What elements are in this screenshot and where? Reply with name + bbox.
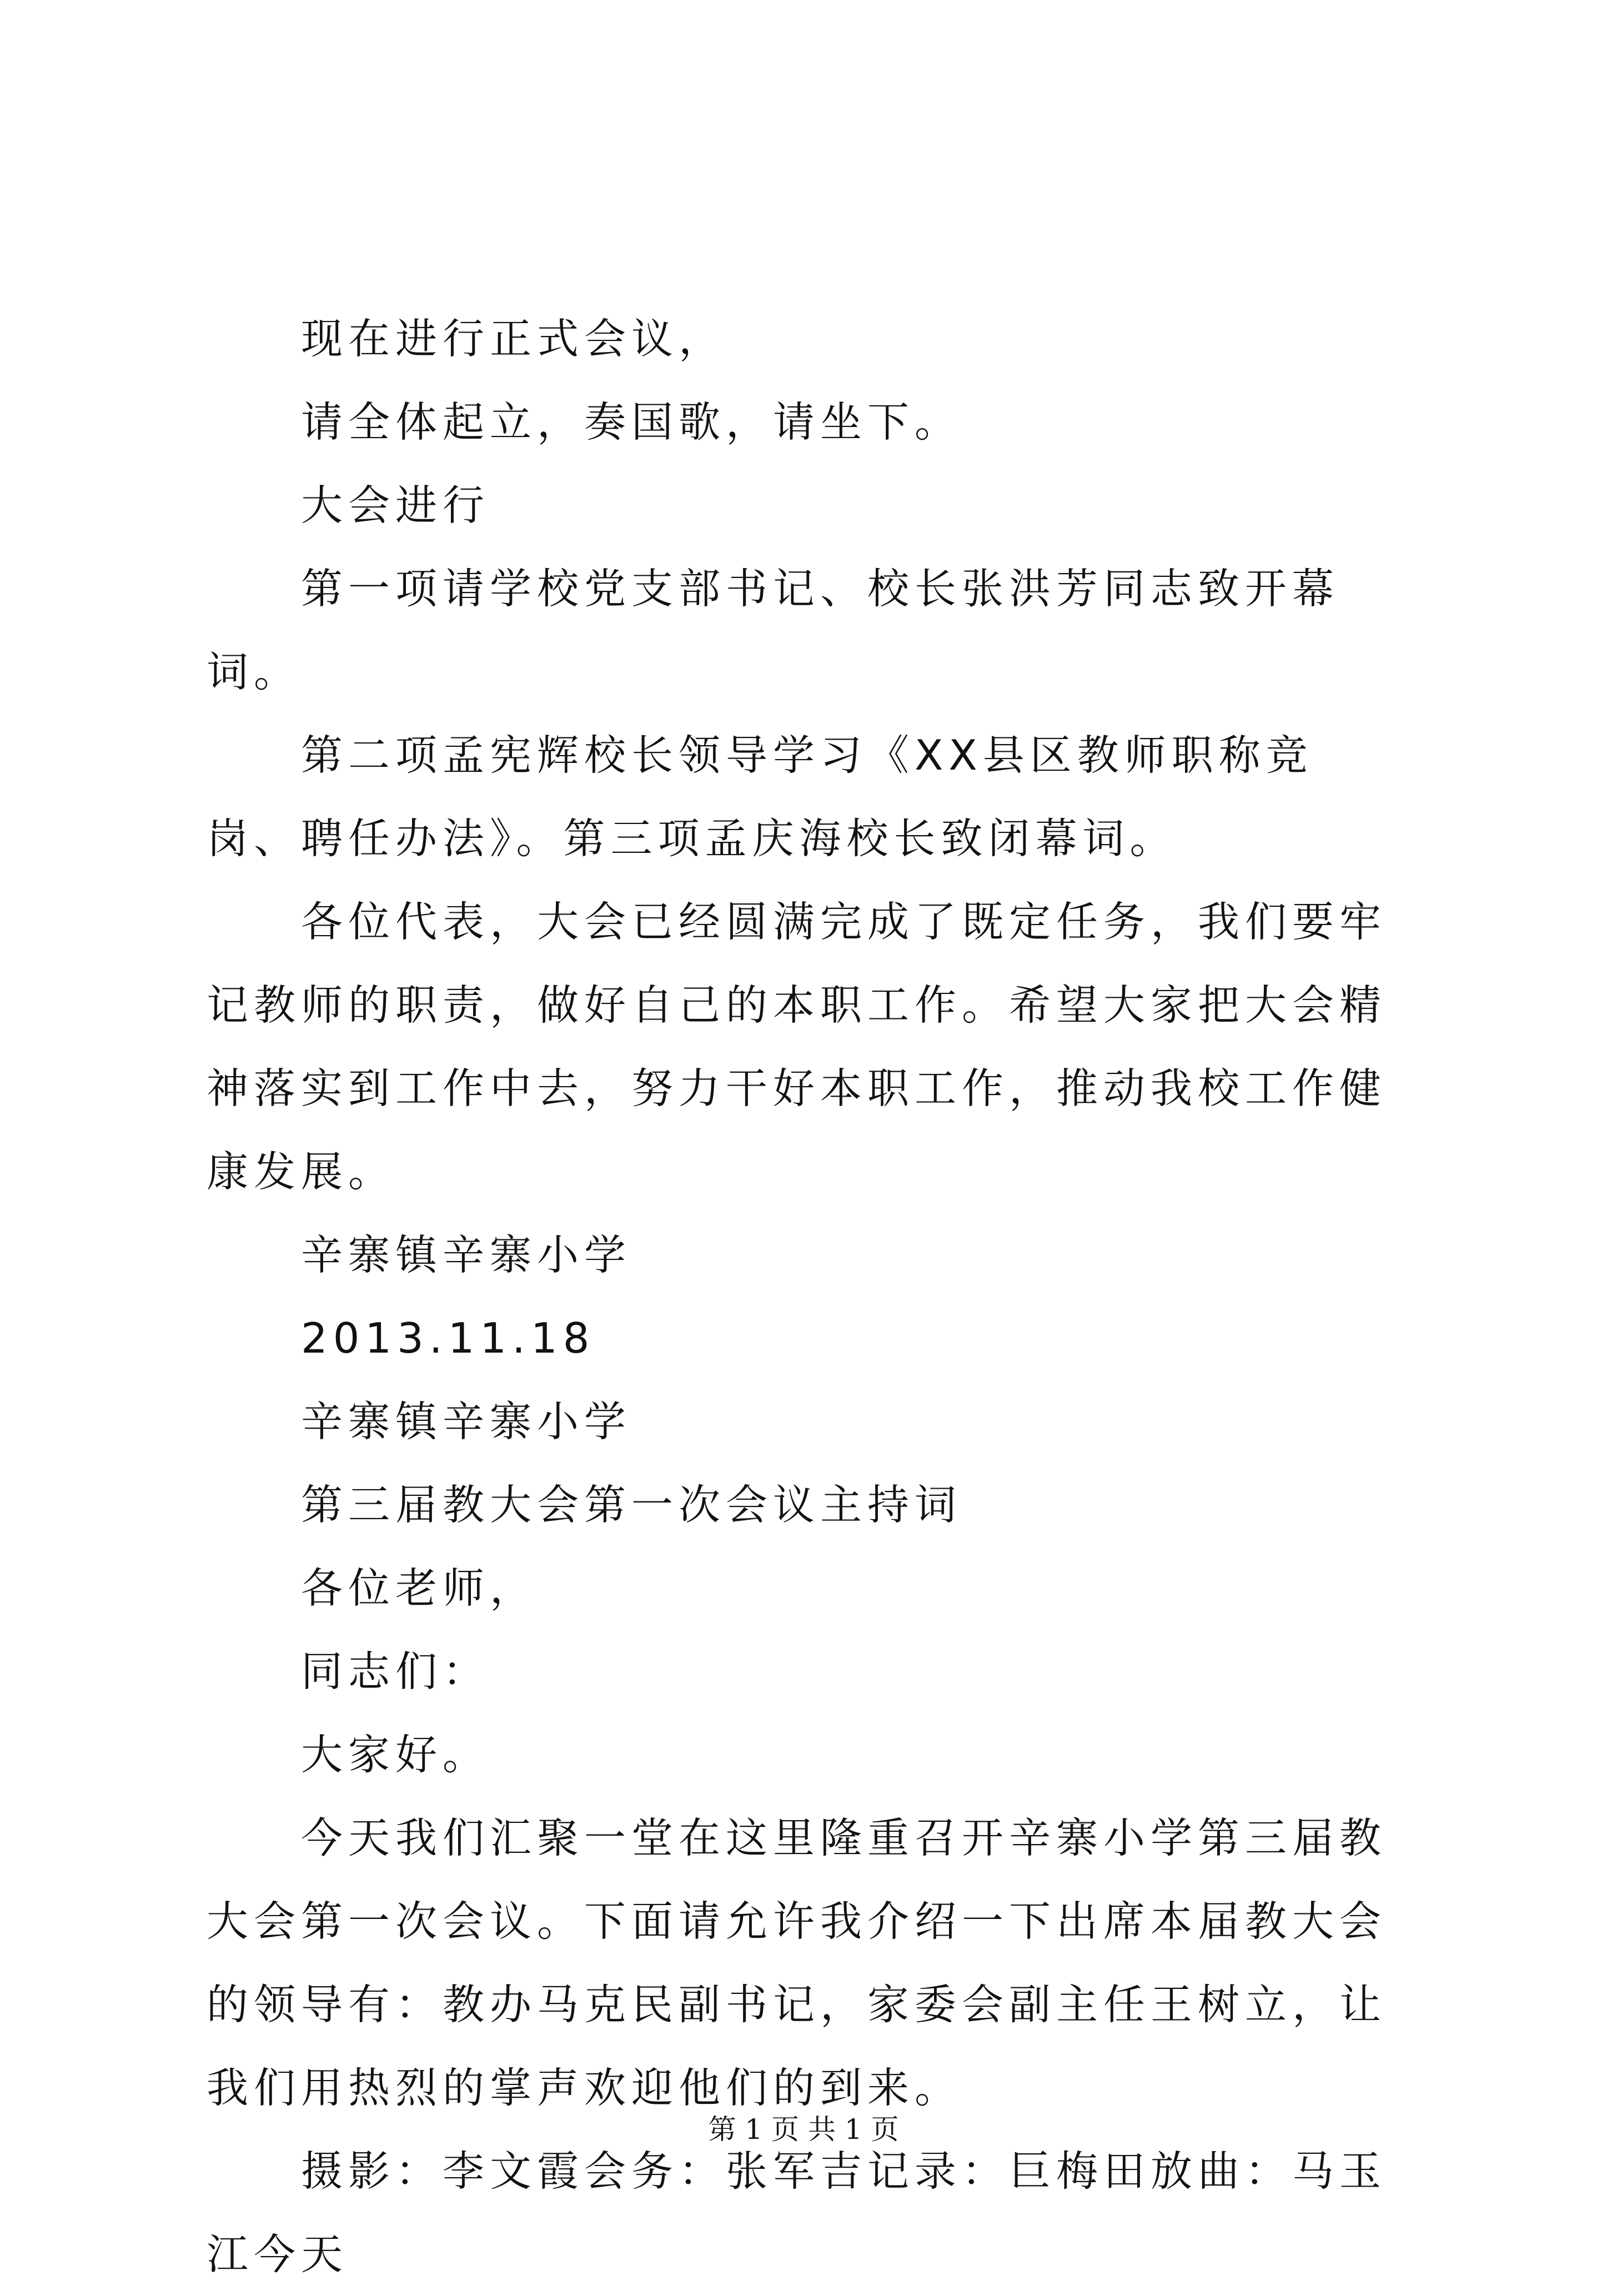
paragraph-hello: 大家好。 bbox=[301, 1730, 490, 1779]
paragraph-meeting-proceeds: 大会进行 bbox=[301, 481, 490, 530]
paragraph-greeting-teachers: 各位老师， bbox=[301, 1564, 538, 1612]
paragraph-closing-remarks: 各位代表，大会已经圆满完成了既定任务，我们要牢记教师的职责，做好自己的本职工作。希望大家把大会精神落实到工作中去，努力干好本职工作，推动我校工作健康发展。 bbox=[207, 897, 1387, 1196]
paragraph-introduction: 今天我们汇聚一堂在这里隆重召开辛寨小学第三届教大会第一次会议。下面请允许我介绍一下出席本届教大会的领导有：教办马克民副书记，家委会副主任王树立，让我们用热烈的掌声欢迎他们的到来。 bbox=[207, 1813, 1387, 2112]
paragraph-formal-meeting: 现在进行正式会议， bbox=[301, 314, 726, 363]
paragraph-item-one: 第一项请学校党支部书记、校长张洪芳同志致开幕词。 bbox=[207, 564, 1340, 696]
paragraph-staff-list: 摄影：李文霞会务：张军吉记录：巨梅田放曲：马玉江今天 bbox=[207, 2147, 1387, 2279]
paragraph-date: 2013.11.18 bbox=[301, 1314, 595, 1363]
paragraph-script-title: 第三届教大会第一次会议主持词 bbox=[301, 1480, 962, 1529]
document-body bbox=[207, 297, 1406, 2296]
paragraph-school-name-repeat: 辛寨镇辛寨小学 bbox=[301, 1397, 632, 1446]
paragraph-national-anthem: 请全体起立，奏国歌，请坐下。 bbox=[301, 398, 962, 446]
paragraph-item-two-three: 第二项孟宪辉校长领导学习《XX县区教师职称竞岗、聘任办法》。第三项孟庆海校长致闭幕词。 bbox=[207, 731, 1313, 863]
page-footer: 第 1 页 共 1 页 bbox=[708, 2113, 899, 2146]
paragraph-school-name: 辛寨镇辛寨小学 bbox=[301, 1230, 632, 1279]
paragraph-greeting-comrades: 同志们： bbox=[301, 1647, 490, 1696]
